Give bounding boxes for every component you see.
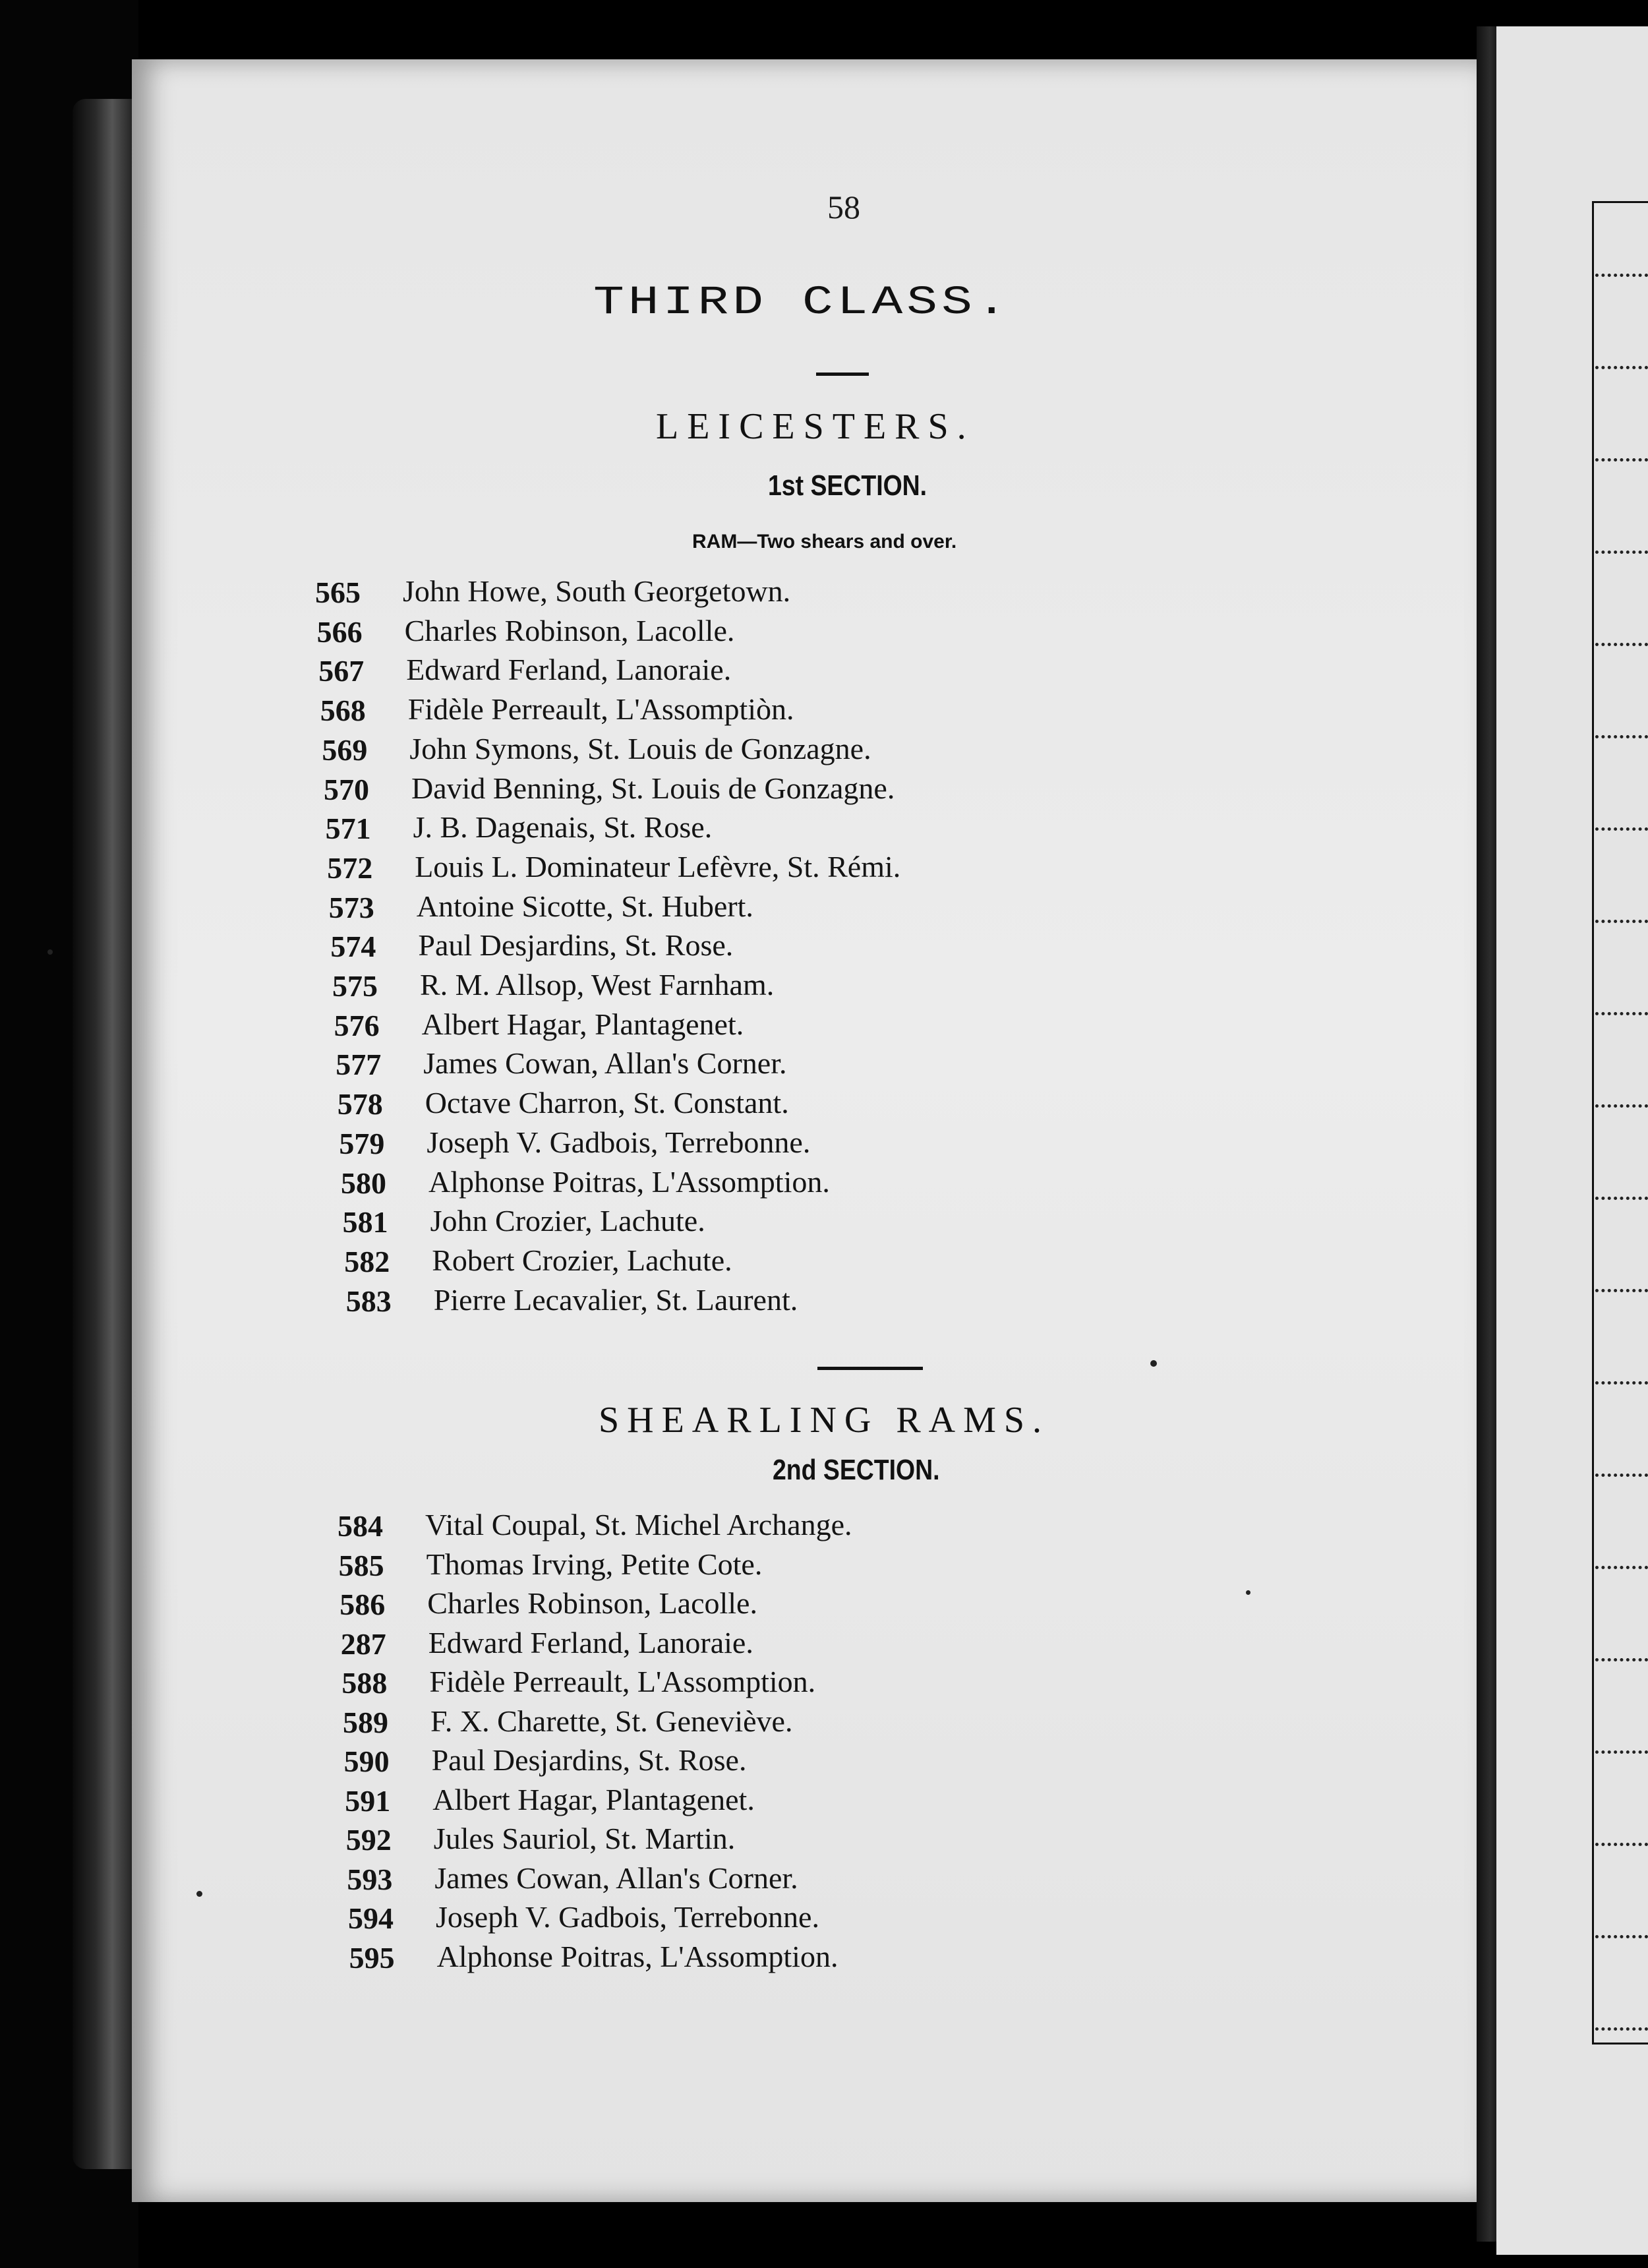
entry-row	[327, 850, 1250, 890]
entry-number: 595	[349, 1940, 395, 1975]
entry-row	[322, 732, 1245, 772]
entry-exhibitor: Thomas Irving, Petite Cote.	[426, 1547, 763, 1581]
entry-number: 590	[343, 1745, 390, 1778]
entry-number: 566	[316, 614, 363, 649]
entry-exhibitor: James Cowan, Allan's Corner.	[434, 1861, 798, 1895]
entry-exhibitor: James Cowan, Allan's Corner.	[423, 1046, 787, 1081]
entry-row	[341, 1665, 1264, 1705]
entry-row	[315, 575, 1238, 614]
facing-page-dotted-line	[1595, 458, 1648, 462]
ink-speck	[196, 1891, 202, 1897]
entry-exhibitor: Fidèle Perreault, L'Assomptiòn.	[407, 692, 794, 727]
entry-row	[346, 1822, 1269, 1862]
ink-speck	[47, 949, 53, 955]
entry-exhibitor: Robert Crozier, Lachute.	[432, 1243, 732, 1277]
entry-exhibitor: Alphonse Poitras, L'Assomption.	[428, 1164, 830, 1199]
entry-row	[330, 929, 1253, 969]
entry-number: 582	[344, 1244, 390, 1278]
entry-row	[339, 1548, 1262, 1588]
entry-row	[343, 1205, 1266, 1244]
entry-exhibitor: F. X. Charette, St. Geneviève.	[430, 1704, 793, 1738]
entry-number: 287	[340, 1626, 386, 1661]
entry-number: 579	[339, 1126, 385, 1160]
entry-row	[346, 1284, 1269, 1323]
entry-row	[341, 1626, 1264, 1666]
entry-exhibitor: Joseph V. Gadbois, Terrebonne.	[436, 1900, 819, 1934]
entry-row	[349, 1940, 1272, 1980]
entry-row	[324, 772, 1247, 812]
entry-number: 586	[339, 1588, 386, 1621]
entry-row	[343, 1705, 1266, 1745]
facing-page-dotted-line	[1595, 1750, 1648, 1754]
class-title: THIRD CLASS.	[593, 280, 1011, 326]
entry-exhibitor: Jules Sauriol, St. Martin.	[433, 1822, 736, 1855]
entry-exhibitor: John Howe, South Georgetown.	[403, 574, 791, 608]
entry-row	[318, 653, 1241, 693]
entry-number: 573	[328, 890, 374, 924]
entry-row	[347, 1862, 1270, 1901]
facing-page-dotted-line	[1595, 735, 1648, 738]
breed-title-leicesters: LEICESTERS.	[656, 406, 975, 447]
facing-page-dotted-line	[1595, 2027, 1648, 2031]
entry-row	[338, 1508, 1260, 1548]
entry-number: 577	[336, 1048, 382, 1082]
entry-exhibitor: Octave Charron, St. Constant.	[425, 1086, 789, 1120]
entry-row	[334, 1008, 1257, 1048]
entry-row	[339, 1126, 1262, 1166]
entry-exhibitor: Charles Robinson, Lacolle.	[404, 613, 735, 647]
breed-title-shearling-rams: SHEARLING RAMS.	[599, 1400, 1050, 1441]
entry-exhibitor: Charles Robinson, Lacolle.	[427, 1586, 757, 1620]
facing-page-dotted-line	[1595, 551, 1648, 554]
entry-exhibitor: Louis L. Dominateur Lefèvre, St. Rémi.	[415, 849, 901, 883]
entry-row	[348, 1901, 1271, 1940]
entry-number: 569	[322, 732, 368, 767]
facing-page-dotted-line	[1595, 643, 1648, 646]
book-spine	[73, 99, 138, 2169]
entry-exhibitor: Pierre Lecavalier, St. Laurent.	[433, 1282, 798, 1317]
ink-speck	[1246, 1590, 1251, 1595]
facing-page-dotted-line	[1595, 920, 1648, 923]
entry-number: 565	[315, 576, 361, 609]
entry-exhibitor: Edward Ferland, Lanoraie.	[428, 1625, 753, 1659]
entry-row	[344, 1744, 1267, 1783]
entry-number: 568	[320, 694, 366, 728]
entry-number: 572	[327, 850, 373, 885]
facing-page-dotted-line	[1595, 827, 1648, 831]
entry-number: 584	[338, 1509, 383, 1543]
facing-page-dotted-line	[1595, 1566, 1648, 1569]
facing-page-dotted-line	[1595, 1381, 1648, 1385]
page-number: 58	[827, 189, 860, 225]
entry-exhibitor: Alphonse Poitras, L'Assomption.	[436, 1939, 839, 1973]
entry-exhibitor: Albert Hagar, Plantagenet.	[432, 1782, 755, 1816]
entry-row	[341, 1166, 1264, 1205]
facing-page-dotted-line	[1595, 1289, 1648, 1292]
entry-row	[339, 1587, 1262, 1626]
category-label: RAM—Two shears and over.	[692, 531, 957, 552]
entry-number: 585	[338, 1548, 384, 1582]
entry-number: 593	[347, 1862, 393, 1896]
entry-exhibitor: J. B. Dagenais, St. Rose.	[413, 810, 713, 845]
entry-exhibitor: Fidèle Perreault, L'Assomption.	[429, 1665, 816, 1698]
entry-number: 567	[318, 654, 365, 688]
facing-page-ruled-box	[1592, 201, 1648, 2044]
facing-page-dotted-line	[1595, 1104, 1648, 1108]
entry-number: 591	[345, 1783, 391, 1818]
entry-number: 588	[341, 1666, 388, 1700]
entry-row	[326, 811, 1249, 850]
entry-number: 594	[348, 1901, 394, 1935]
entry-exhibitor: Paul Desjardins, St. Rose.	[418, 928, 734, 963]
facing-page-dotted-line	[1595, 1843, 1648, 1846]
entry-exhibitor: John Symons, St. Louis de Gonzagne.	[409, 731, 871, 765]
entry-number: 576	[334, 1008, 380, 1042]
entry-row	[320, 693, 1243, 732]
entry-number: 589	[343, 1705, 388, 1739]
entry-row	[317, 614, 1240, 654]
entry-row	[345, 1783, 1268, 1823]
entry-row	[332, 969, 1255, 1008]
facing-page-dotted-line	[1595, 1658, 1648, 1661]
entry-exhibitor: Vital Coupal, St. Michel Archange.	[425, 1508, 852, 1541]
facing-page-dotted-line	[1595, 1197, 1648, 1200]
entry-number: 583	[345, 1284, 392, 1318]
entry-number: 570	[324, 772, 369, 806]
entry-exhibitor: R. M. Allsop, West Farnham.	[420, 968, 775, 1001]
entry-exhibitor: David Benning, St. Louis de Gonzagne.	[411, 771, 895, 805]
ink-speck	[1150, 1360, 1157, 1367]
section-rule	[817, 1367, 923, 1370]
entry-exhibitor: Albert Hagar, Plantagenet.	[421, 1007, 744, 1041]
entry-exhibitor: Joseph V. Gadbois, Terrebonne.	[427, 1125, 811, 1159]
facing-page-dotted-line	[1595, 274, 1648, 277]
section-label-2nd: 2nd SECTION.	[773, 1454, 940, 1486]
entry-row	[336, 1047, 1258, 1087]
facing-page-dotted-line	[1595, 366, 1648, 369]
section-label-1st: 1st SECTION.	[768, 469, 927, 502]
entry-exhibitor: John Crozier, Lachute.	[430, 1204, 705, 1238]
facing-page-dotted-line	[1595, 1935, 1648, 1938]
entry-number: 571	[325, 812, 371, 846]
facing-page-dotted-line	[1595, 1012, 1648, 1015]
title-rule	[816, 373, 869, 376]
entry-number: 580	[341, 1166, 386, 1200]
entry-row	[338, 1087, 1260, 1126]
entry-number: 581	[342, 1205, 388, 1239]
entry-row	[329, 890, 1252, 930]
entry-number: 574	[330, 930, 376, 964]
entry-exhibitor: Edward Ferland, Lanoraie.	[406, 653, 732, 687]
facing-page-dotted-line	[1595, 1474, 1648, 1477]
entry-number: 578	[337, 1087, 383, 1121]
entry-exhibitor: Paul Desjardins, St. Rose.	[431, 1743, 747, 1777]
entry-number: 592	[345, 1823, 392, 1857]
entry-number: 575	[332, 969, 378, 1003]
entry-row	[344, 1244, 1267, 1284]
entry-exhibitor: Antoine Sicotte, St. Hubert.	[416, 889, 753, 923]
